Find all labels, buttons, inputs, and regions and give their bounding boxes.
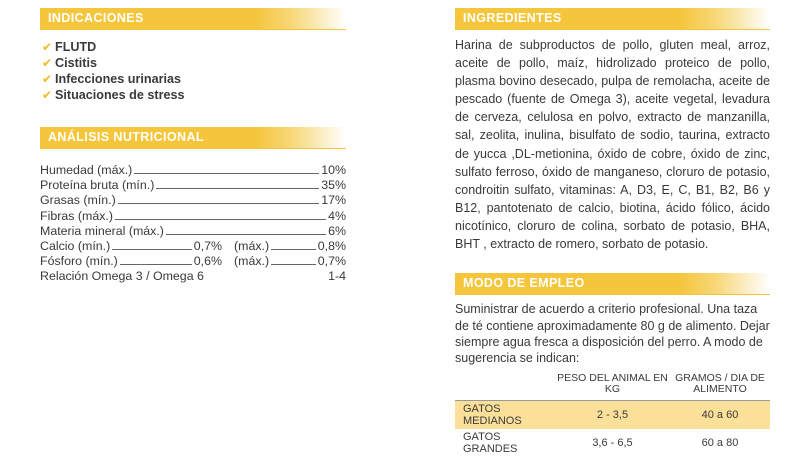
indicaciones-header xyxy=(40,8,346,30)
table-header: PESO DEL ANIMAL EN KG xyxy=(555,373,670,401)
leader-line xyxy=(134,173,319,174)
nutrient-value: 1-4 xyxy=(328,269,346,284)
indicacion-text: FLUTD xyxy=(55,40,97,54)
nutrition-table xyxy=(40,163,346,285)
indicaciones-list xyxy=(40,39,346,103)
nutrient-label: Calcio (mín.) xyxy=(40,239,111,254)
leader-line xyxy=(271,249,316,250)
nutrient-label: Fibras (máx.) xyxy=(40,208,113,223)
leader-line xyxy=(271,264,316,265)
nutrition-row xyxy=(40,193,346,208)
table-cell: GATOS MEDIANOS xyxy=(455,400,555,429)
indicaciones-title: INDICACIONES xyxy=(48,11,144,25)
nutrition-row xyxy=(40,209,346,224)
table-header-row xyxy=(455,373,770,401)
nutrition-row xyxy=(40,163,346,178)
list-item xyxy=(42,87,346,103)
nutrient-value: 10% xyxy=(321,163,346,177)
modo-title: MODO DE EMPLEO xyxy=(463,276,585,291)
ingredientes-text: Harina de subproductos de pollo, gluten meal, arroz, aceite de pollo, maíz, hidrolizado proteico de pollo, plasma bovino desecado, pulpa de remolacha, aceite de pescado (fuente de Omega 3), aceite vegetal, levadura de cerveza, celulosa en polvo, extracto de manzanilla, sal, zeolita, inulina, bisulfato de sodio, taurina, extracto de yucca ,DL-metionina, óxido de cobre, óxido de zinc, sulfato ferroso, óxido de manganeso, cloruro de potasio, condroitin sulfato, vitaminas: A, D3, E, C, B1, B2, B6 y B12, pantotenato de calcio, biotina, ácido fólico, ácido nicotínico, cloruro de colina, sorbato de potasio, BHA, BHT , extracto de romero, sorbato de potasio. xyxy=(455,38,770,252)
nutrient-value: 0,7% xyxy=(193,239,222,254)
modo-header xyxy=(455,273,770,295)
check-icon: ✔ xyxy=(42,72,53,86)
indicacion-text: Situaciones de stress xyxy=(55,88,185,102)
table-cell: GATOS GRANDES xyxy=(463,430,518,455)
calcio-row xyxy=(40,239,346,254)
nutrient-label: Grasas (mín.) xyxy=(40,193,116,208)
nutrient-value: 4% xyxy=(328,208,346,223)
leader-line xyxy=(166,234,326,235)
check-icon: ✔ xyxy=(42,56,53,70)
max-label: (máx.) xyxy=(234,239,270,254)
list-item xyxy=(42,71,346,87)
dosage-table xyxy=(455,373,770,457)
omega-row xyxy=(40,269,346,284)
nutrient-label: Humedad (máx.) xyxy=(40,163,133,177)
left-column xyxy=(40,0,346,285)
list-item xyxy=(42,55,346,71)
nutrient-value: 35% xyxy=(321,178,346,193)
ingredientes-title: INGREDIENTES xyxy=(463,11,562,25)
table-header: GRAMOS / DIA DE ALIMENTO xyxy=(670,373,770,401)
leader-line xyxy=(118,203,319,204)
table-header xyxy=(455,373,555,401)
leader-line xyxy=(112,249,192,250)
modo-text: Suministrar de acuerdo a criterio profesional. Una taza de té contiene aproximadamente 80 g de alimento. Dejar siempre agua fresca a disposición del perro. A modo de sugerencia se indican: xyxy=(455,302,770,366)
nutrition-row xyxy=(40,178,346,193)
analisis-header xyxy=(40,127,346,149)
leader-line xyxy=(115,219,326,220)
analisis-title: ANÁLISIS NUTRICIONAL xyxy=(48,130,204,144)
max-label: (máx.) xyxy=(234,254,270,269)
nutrient-label: Proteína bruta (mín.) xyxy=(40,178,155,193)
leader-line xyxy=(120,264,192,265)
check-icon: ✔ xyxy=(42,88,53,102)
right-column xyxy=(455,0,770,457)
nutrient-label: Fósforo (mín.) xyxy=(40,254,118,269)
table-cell: 60 a 80 xyxy=(701,436,739,449)
indicacion-text: Cistitis xyxy=(55,56,97,70)
nutrient-value: 0,8% xyxy=(317,239,346,254)
table-row xyxy=(455,400,770,429)
table-cell: 3,6 - 6,5 xyxy=(592,436,633,449)
leader-line xyxy=(156,188,319,189)
nutrition-row xyxy=(40,224,346,239)
table-row xyxy=(455,429,770,457)
nutrient-label: Relación Omega 3 / Omega 6 xyxy=(40,269,204,284)
nutrient-value: 0,6% xyxy=(193,254,222,269)
nutrient-value: 17% xyxy=(321,193,346,208)
table-cell: 2 - 3,5 xyxy=(555,400,670,429)
ingredientes-header xyxy=(455,8,770,30)
nutrient-label: Materia mineral (máx.) xyxy=(40,223,164,238)
nutrient-value: 0,7% xyxy=(317,254,346,269)
fosforo-row xyxy=(40,254,346,269)
table-cell: 40 a 60 xyxy=(670,400,770,429)
indicacion-text: Infecciones urinarias xyxy=(55,72,181,86)
list-item xyxy=(42,39,346,55)
nutrient-value: 6% xyxy=(328,223,346,238)
check-icon: ✔ xyxy=(42,40,53,54)
